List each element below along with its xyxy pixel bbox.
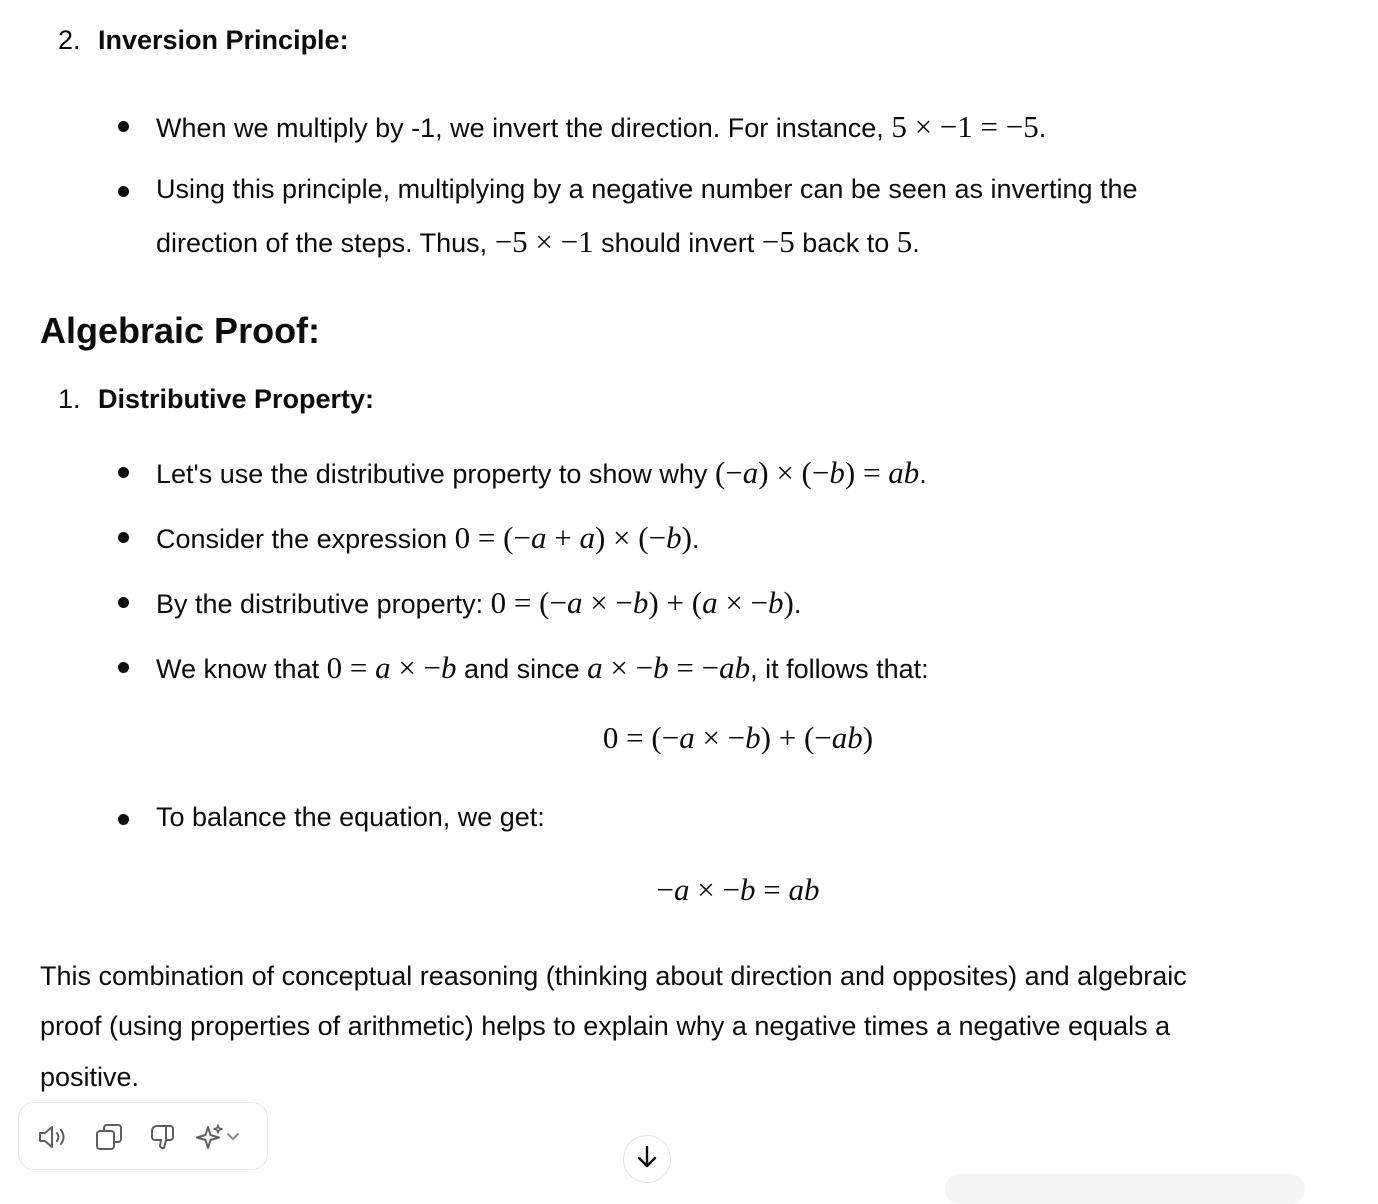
math-expression: −5 × −1 — [494, 224, 594, 259]
text: . — [793, 589, 802, 619]
conclusion-line-2: proof (using properties of arithmetic) helps to explain why a negative times a negative equals a — [40, 1011, 1171, 1041]
inversion-bullet-1 — [156, 108, 1046, 145]
math-expression: 5 × −1 = −5 — [891, 109, 1039, 144]
text: Consider the expression — [156, 524, 455, 554]
bullet-icon — [118, 467, 129, 478]
copy-button[interactable] — [91, 1119, 127, 1155]
text: . — [919, 459, 927, 489]
bullet-icon — [118, 597, 129, 608]
text: and since — [456, 654, 588, 684]
bullet-icon — [118, 186, 129, 197]
math-expression: a × −b = −ab — [587, 650, 751, 685]
regenerate-menu-button[interactable] — [195, 1119, 253, 1155]
speaker-icon — [37, 1123, 69, 1151]
text: When we multiply by -1, we invert the direction. For instance, — [156, 113, 892, 143]
math-expression: −5 — [761, 224, 795, 259]
message-composer[interactable] — [945, 1174, 1305, 1204]
list-number: 2. — [58, 25, 81, 55]
text: direction of the steps. Thus, — [156, 228, 495, 258]
inversion-bullet-2-line2 — [156, 223, 920, 260]
text: . — [691, 524, 700, 554]
bullet-icon — [118, 662, 129, 673]
bullet-icon — [118, 532, 129, 543]
distributive-bullet-4 — [156, 649, 929, 686]
list-number: 1. — [58, 384, 81, 414]
copy-icon — [94, 1122, 124, 1152]
message-action-toolbar — [18, 1102, 268, 1170]
distributive-bullet-2 — [156, 519, 699, 556]
display-equation-1: 0 = (−a × −b) + (−ab) — [602, 720, 874, 755]
conclusion-line-3: positive. — [40, 1062, 140, 1092]
thumbs-down-icon — [148, 1122, 178, 1152]
math-expression: 0 = a × −b — [326, 650, 457, 685]
chevron-down-icon — [225, 1131, 241, 1143]
text: By the distributive property: — [156, 589, 491, 619]
text: should invert — [593, 228, 762, 258]
scroll-to-bottom-button[interactable] — [623, 1135, 671, 1183]
text: . — [1038, 113, 1047, 143]
read-aloud-button[interactable] — [35, 1119, 71, 1155]
inversion-bullet-2-line1: Using this principle, multiplying by a negative number can be seen as inverting the — [156, 174, 1138, 204]
distributive-bullet-5: To balance the equation, we get: — [156, 802, 545, 832]
arrow-down-icon — [634, 1144, 660, 1170]
math-expression: (−a) × (−b) = ab — [714, 455, 920, 490]
conclusion-line-1: This combination of conceptual reasoning (thinking about direction and opposites) and algebraic — [40, 961, 1187, 991]
display-equation-2: −a × −b = ab — [656, 872, 820, 907]
bullet-icon — [118, 121, 129, 132]
text: , it follows that: — [750, 654, 929, 684]
math-expression: 5 — [896, 224, 913, 259]
heading-algebraic-proof: Algebraic Proof: — [40, 310, 321, 351]
math-expression: 0 = (−a + a) × (−b) — [454, 520, 692, 555]
section-title-distributive: Distributive Property: — [98, 384, 375, 414]
text: back to — [794, 228, 897, 258]
text: Let's use the distributive property to show why — [156, 459, 715, 489]
bullet-icon — [118, 814, 129, 825]
sparkle-icon — [195, 1122, 225, 1152]
distributive-bullet-3 — [156, 584, 801, 621]
text: We know that — [156, 654, 327, 684]
math-expression: 0 = (−a × −b) + (a × −b) — [490, 585, 794, 620]
bad-response-button[interactable] — [145, 1119, 181, 1155]
distributive-bullet-1 — [156, 454, 927, 491]
text: . — [912, 228, 920, 258]
section-title-inversion: Inversion Principle: — [98, 25, 349, 55]
